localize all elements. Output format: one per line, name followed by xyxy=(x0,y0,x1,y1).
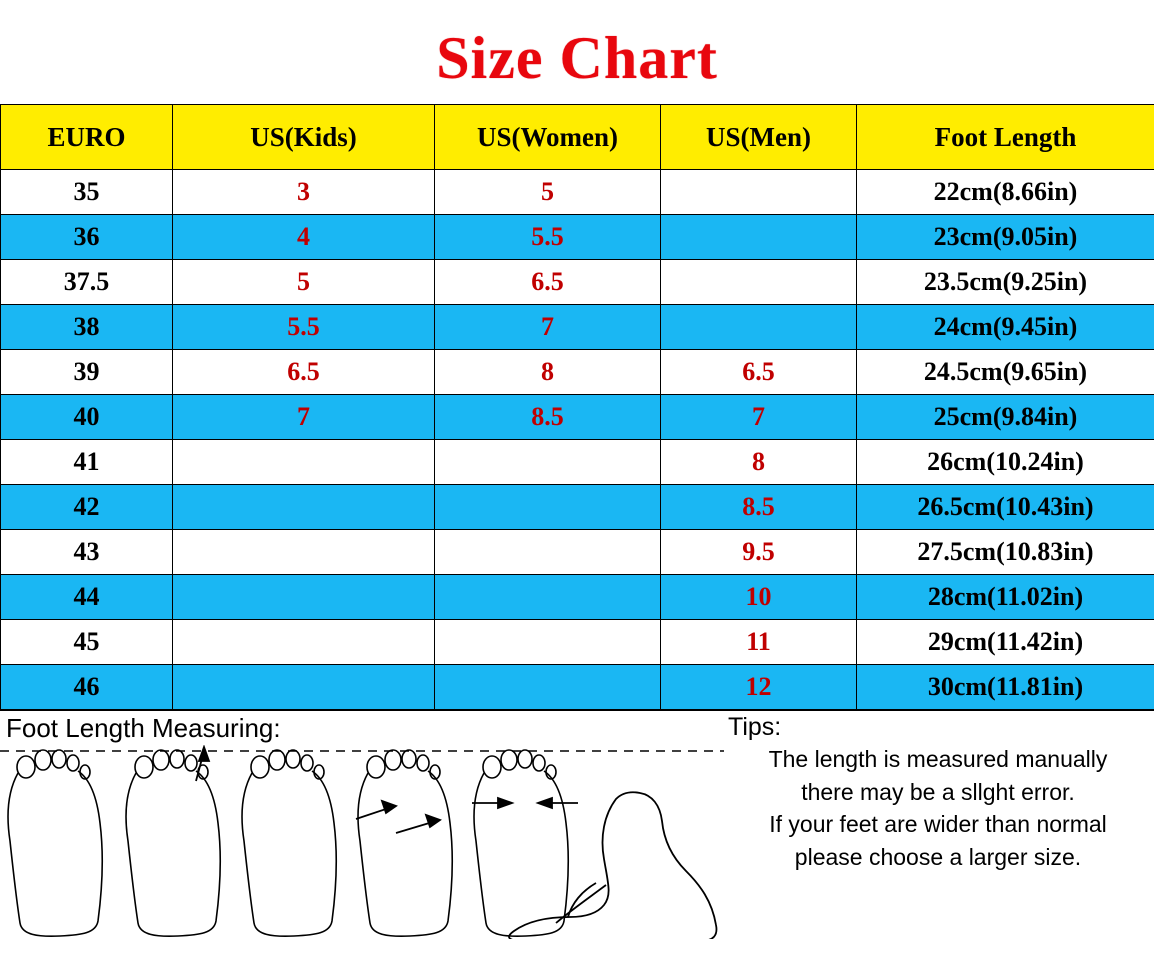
cell-men: 8.5 xyxy=(661,485,857,530)
cell-length: 30cm(11.81in) xyxy=(857,665,1154,710)
cell-men xyxy=(661,215,857,260)
cell-kids: 4 xyxy=(173,215,435,260)
cell-euro: 46 xyxy=(1,665,173,710)
cell-euro: 36 xyxy=(1,215,173,260)
table-row xyxy=(1,440,1154,485)
cell-men xyxy=(661,305,857,350)
cell-women xyxy=(435,530,661,575)
foot-measuring-title: Foot Length Measuring: xyxy=(6,713,281,743)
cell-euro: 45 xyxy=(1,620,173,665)
cell-kids: 6.5 xyxy=(173,350,435,395)
tips-line-4: please choose a larger size. xyxy=(794,843,1082,870)
column-header-women: US(Women) xyxy=(435,105,661,170)
cell-euro: 43 xyxy=(1,530,173,575)
cell-length: 26cm(10.24in) xyxy=(857,440,1154,485)
cell-kids xyxy=(173,485,435,530)
cell-euro: 35 xyxy=(1,170,173,215)
cell-kids: 7 xyxy=(173,395,435,440)
foot-measuring-panel xyxy=(0,711,724,938)
column-header-length: Foot Length xyxy=(857,105,1154,170)
cell-women: 8 xyxy=(435,350,661,395)
cell-women xyxy=(435,575,661,620)
table-row xyxy=(1,620,1154,665)
cell-kids xyxy=(173,440,435,485)
cell-women xyxy=(435,620,661,665)
table-row xyxy=(1,170,1154,215)
tips-line-3: If your feet are wider than normal xyxy=(769,811,1107,838)
column-header-men: US(Men) xyxy=(661,105,857,170)
cell-kids: 5 xyxy=(173,260,435,305)
cell-euro: 39 xyxy=(1,350,173,395)
cell-men xyxy=(661,260,857,305)
cell-length: 28cm(11.02in) xyxy=(857,575,1154,620)
cell-women: 5.5 xyxy=(435,215,661,260)
cell-men: 10 xyxy=(661,575,857,620)
cell-kids: 5.5 xyxy=(173,305,435,350)
cell-length: 24cm(9.45in) xyxy=(857,305,1154,350)
cell-men: 9.5 xyxy=(661,530,857,575)
tips-title: Tips: xyxy=(728,713,782,741)
cell-length: 22cm(8.66in) xyxy=(857,170,1154,215)
cell-men: 6.5 xyxy=(661,350,857,395)
cell-men xyxy=(661,170,857,215)
table-row xyxy=(1,350,1154,395)
cell-kids xyxy=(173,665,435,710)
table-row xyxy=(1,395,1154,440)
cell-euro: 38 xyxy=(1,305,173,350)
table-row xyxy=(1,665,1154,710)
table-row xyxy=(1,575,1154,620)
tips-panel xyxy=(724,711,1154,938)
cell-length: 24.5cm(9.65in) xyxy=(857,350,1154,395)
cell-length: 23cm(9.05in) xyxy=(857,215,1154,260)
cell-euro: 40 xyxy=(1,395,173,440)
table-row xyxy=(1,260,1154,305)
cell-kids xyxy=(173,620,435,665)
column-header-euro: EURO xyxy=(1,105,173,170)
cell-women: 7 xyxy=(435,305,661,350)
page-title: Size Chart xyxy=(436,25,718,91)
footer-section xyxy=(0,710,1154,938)
cell-euro: 37.5 xyxy=(1,260,173,305)
table-row xyxy=(1,530,1154,575)
foot-measuring-diagram xyxy=(0,745,724,939)
cell-euro: 42 xyxy=(1,485,173,530)
cell-euro: 41 xyxy=(1,440,173,485)
cell-women xyxy=(435,485,661,530)
cell-men: 7 xyxy=(661,395,857,440)
cell-kids xyxy=(173,575,435,620)
cell-length: 27.5cm(10.83in) xyxy=(857,530,1154,575)
cell-length: 23.5cm(9.25in) xyxy=(857,260,1154,305)
cell-women: 6.5 xyxy=(435,260,661,305)
table-row xyxy=(1,485,1154,530)
cell-women: 5 xyxy=(435,170,661,215)
size-chart-table xyxy=(0,104,1154,710)
cell-women: 8.5 xyxy=(435,395,661,440)
cell-men: 8 xyxy=(661,440,857,485)
cell-kids: 3 xyxy=(173,170,435,215)
column-header-kids: US(Kids) xyxy=(173,105,435,170)
cell-length: 25cm(9.84in) xyxy=(857,395,1154,440)
cell-women xyxy=(435,440,661,485)
tips-line-2: there may be a sllght error. xyxy=(801,778,1075,805)
cell-kids xyxy=(173,530,435,575)
cell-length: 26.5cm(10.43in) xyxy=(857,485,1154,530)
table-row xyxy=(1,215,1154,260)
cell-women xyxy=(435,665,661,710)
cell-euro: 44 xyxy=(1,575,173,620)
tips-line-1: The length is measured manually xyxy=(768,746,1108,772)
table-header-row xyxy=(1,105,1154,170)
table-row xyxy=(1,305,1154,350)
cell-men: 11 xyxy=(661,620,857,665)
cell-length: 29cm(11.42in) xyxy=(857,620,1154,665)
cell-men: 12 xyxy=(661,665,857,710)
